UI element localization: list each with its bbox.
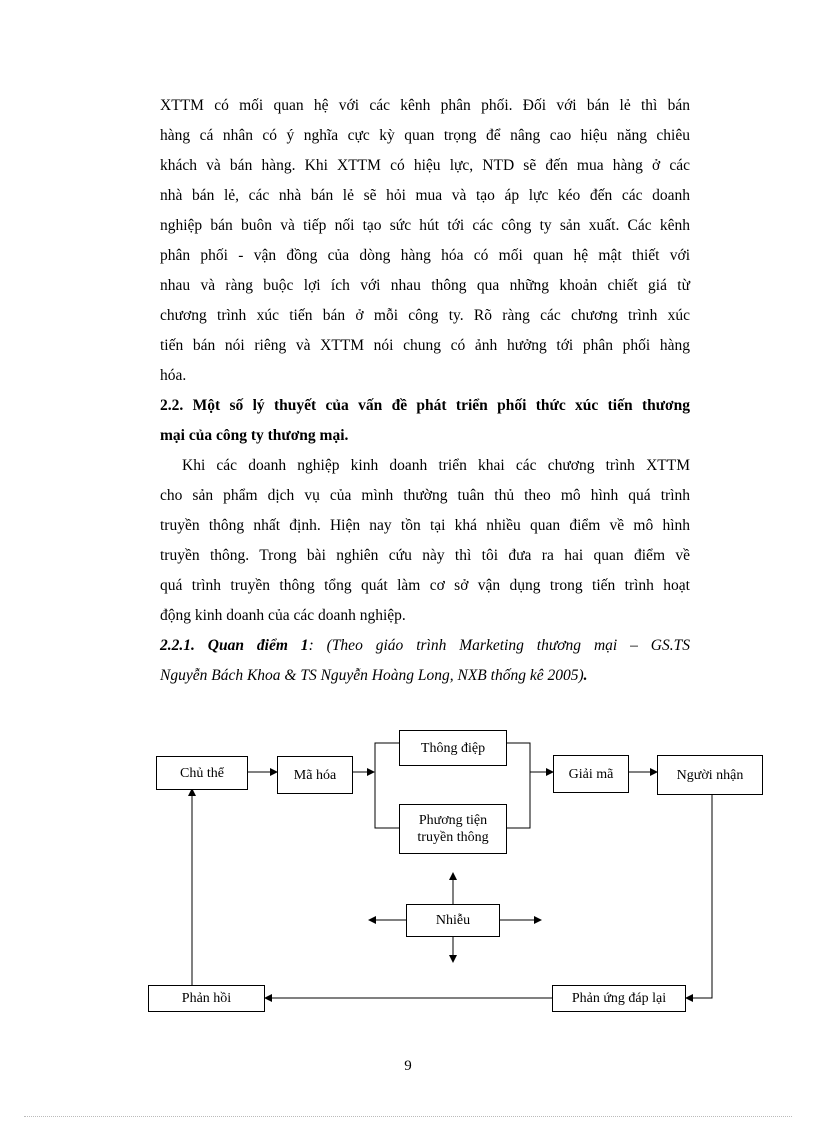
media-label: [417, 812, 488, 846]
text-line: nhau và ràng buộc lợi ích với nhau thông qua những khoản chiết giá từ: [160, 277, 690, 294]
fork-left-bracket: [375, 743, 399, 828]
heading-source: Nguyễn Bách Khoa & TS Nguyễn Hoàng Long, NXB thống kê 2005): [160, 667, 584, 684]
media-label-line: Phương tiện: [418, 813, 488, 828]
receiver-box: [657, 755, 763, 795]
arrow-receiver-to-response: [686, 795, 712, 998]
message-label: Thông điệp: [420, 740, 486, 756]
text-line: hàng cá nhân có ý nghĩa cực kỳ quan trọng để nâng cao hiệu năng chiêu: [160, 127, 690, 144]
message-box: [399, 730, 507, 766]
text-line: tiến bán nói riêng và XTTM nói chung có ảnh hưởng tới phân phối hàng: [160, 337, 690, 354]
noise-box: [406, 904, 500, 937]
subject-label: Chủ thể: [180, 765, 224, 781]
page-bottom-divider: [24, 1116, 792, 1117]
encoding-label: Mã hóa: [293, 767, 337, 783]
text-line: cho sản phẩm dịch vụ của mình thường tuân thủ theo mô hình quá trình: [160, 487, 690, 504]
decoding-box: [553, 755, 629, 793]
heading-period: .: [583, 667, 588, 684]
feedback-box: [148, 985, 265, 1012]
feedback-label: Phản hồi: [181, 991, 232, 1006]
text-line: truyền thông nhất định. Hiện nay tồn tại khá nhiều quan điểm về mô hình: [160, 517, 690, 534]
text-line: động kinh doanh của các doanh nghiệp.: [160, 607, 406, 624]
noise-label: Nhiễu: [435, 913, 471, 928]
response-label: Phản ứng đáp lại: [571, 991, 667, 1006]
response-box: [552, 985, 686, 1012]
text-line: hóa.: [160, 367, 187, 384]
text-line: phân phối - vận đồng của dòng hàng hóa có mối quan hệ mật thiết với: [160, 247, 690, 264]
text-line: truyền thông. Trong bài nghiên cứu này thì tôi đưa ra hai quan điểm về: [160, 547, 690, 564]
text-line: nghiệp bán buôn và tiếp nối tạo sức hút tới các công ty sản xuất. Các kênh: [160, 217, 690, 234]
text-line: khách và bán hàng. Khi XTTM có hiệu lực, NTD sẽ đến mua hàng ở các: [160, 157, 690, 174]
text-line: Khi các doanh nghiệp kinh doanh triển khai các chương trình XTTM: [182, 457, 690, 474]
heading-number: 2.2.1. Quan điểm 1: [160, 637, 309, 654]
media-label-line: truyền thông: [417, 830, 489, 845]
text-line: quá trình truyền thông tổng quát làm cơ sở vận dụng trong tiến trình hoạt: [160, 577, 690, 594]
page-number: 9: [404, 1058, 412, 1074]
heading-colon: :: [308, 637, 314, 654]
receiver-label: Người nhận: [676, 767, 744, 783]
text-line: XTTM có mối quan hệ với các kênh phân phối. Đối với bán lẻ thì bán: [160, 97, 690, 114]
heading-line: mại của công ty thương mại.: [160, 427, 349, 444]
subject-box: [156, 756, 248, 790]
media-box: [399, 804, 507, 854]
text-line: nhà bán lẻ, các nhà bán lẻ sẽ hỏi mua và tạo áp lực kéo đến các doanh: [160, 187, 690, 204]
encoding-box: [277, 756, 353, 794]
join-right-bracket: [507, 743, 530, 828]
heading-source: (Theo giáo trình Marketing thương mại – GS.TS: [313, 637, 690, 654]
text-line: chương trình xúc tiến bán ở mỗi công ty. Rõ ràng các chương trình xúc: [160, 307, 690, 324]
decoding-label: Giải mã: [568, 766, 614, 782]
heading-line: 2.2. Một số lý thuyết của vấn đề phát triển phối thức xúc tiến thương: [160, 397, 690, 414]
